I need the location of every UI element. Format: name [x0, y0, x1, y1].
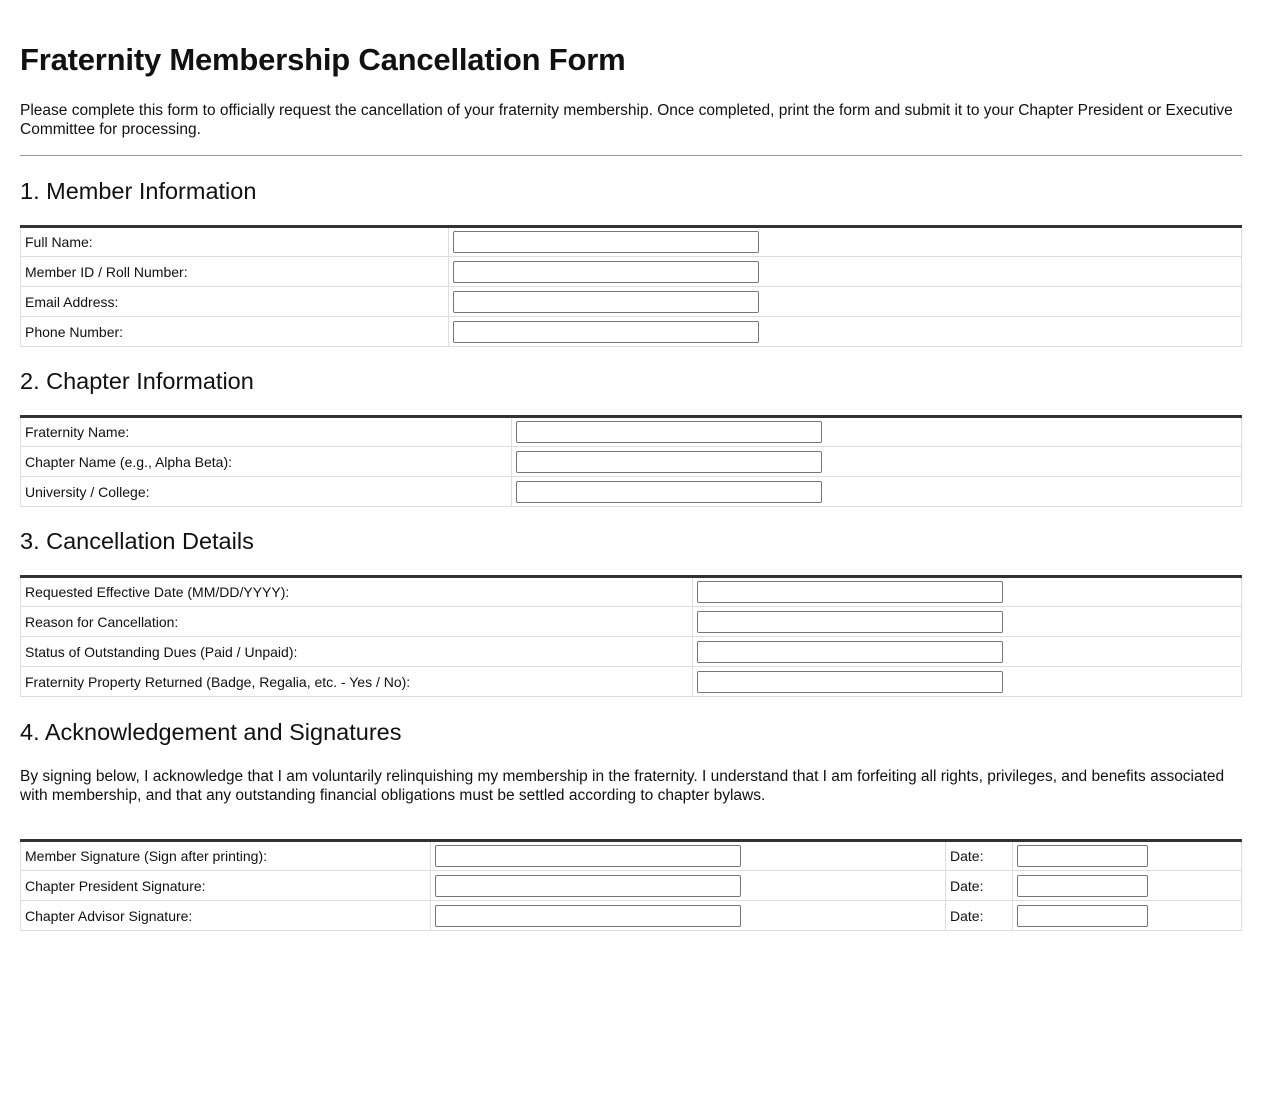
- chapter-name-input[interactable]: [516, 451, 822, 473]
- table-row: [21, 477, 1242, 507]
- president-date-label: Date:: [946, 871, 1013, 901]
- fraternity-name-label: Fraternity Name:: [21, 417, 512, 447]
- property-returned-label: Fraternity Property Returned (Badge, Regalia, etc. - Yes / No):: [21, 667, 693, 697]
- full-name-input[interactable]: [453, 231, 759, 253]
- table-row: [21, 257, 1242, 287]
- table-row: [21, 417, 1242, 447]
- advisor-signature-input[interactable]: [435, 905, 741, 927]
- advisor-signature-label: Chapter Advisor Signature:: [21, 901, 431, 931]
- cancellation-reason-input[interactable]: [697, 611, 1003, 633]
- table-row: [21, 637, 1242, 667]
- member-id-input[interactable]: [453, 261, 759, 283]
- phone-number-label: Phone Number:: [21, 317, 449, 347]
- university-college-label: University / College:: [21, 477, 512, 507]
- table-row: [21, 287, 1242, 317]
- university-college-input[interactable]: [516, 481, 822, 503]
- advisor-date-label: Date:: [946, 901, 1013, 931]
- member-signature-input[interactable]: [435, 845, 741, 867]
- effective-date-input[interactable]: [697, 581, 1003, 603]
- dues-status-input[interactable]: [697, 641, 1003, 663]
- president-signature-label: Chapter President Signature:: [21, 871, 431, 901]
- email-address-label: Email Address:: [21, 287, 449, 317]
- table-row: [21, 227, 1242, 257]
- fraternity-name-input[interactable]: [516, 421, 822, 443]
- section-heading-chapter-information: 2. Chapter Information: [20, 368, 254, 394]
- phone-number-input[interactable]: [453, 321, 759, 343]
- section-heading-member-information: 1. Member Information: [20, 178, 257, 204]
- table-row: [21, 447, 1242, 477]
- cancellation-reason-label: Reason for Cancellation:: [21, 607, 693, 637]
- page-title: Fraternity Membership Cancellation Form: [20, 42, 626, 77]
- member-information-table: [20, 225, 1242, 347]
- intro-text: Please complete this form to officially request the cancellation of your fraternity membership. Once completed, print the form and submit it to your Chapter President or Executive Committee for processing.: [20, 102, 1233, 138]
- divider: [20, 155, 1242, 156]
- dues-status-label: Status of Outstanding Dues (Paid / Unpaid):: [21, 637, 693, 667]
- cancellation-details-table: [20, 575, 1242, 697]
- member-date-input[interactable]: [1017, 845, 1148, 867]
- chapter-name-label: Chapter Name (e.g., Alpha Beta):: [21, 447, 512, 477]
- acknowledgement-text: By signing below, I acknowledge that I am voluntarily relinquishing my membership in the fraternity. I understand that I am forfeiting all rights, privileges, and benefits associated with membership, and that any outstanding financial obligations must be settled according to chapter bylaws.: [20, 768, 1225, 804]
- section-heading-cancellation-details: 3. Cancellation Details: [20, 528, 254, 554]
- advisor-date-input[interactable]: [1017, 905, 1148, 927]
- effective-date-label: Requested Effective Date (MM/DD/YYYY):: [21, 577, 693, 607]
- table-row: [21, 841, 1242, 871]
- signatures-table: [20, 839, 1242, 931]
- president-date-input[interactable]: [1017, 875, 1148, 897]
- table-row: [21, 871, 1242, 901]
- member-signature-label: Member Signature (Sign after printing):: [21, 841, 431, 871]
- email-address-input[interactable]: [453, 291, 759, 313]
- table-row: [21, 901, 1242, 931]
- table-row: [21, 607, 1242, 637]
- chapter-information-table: [20, 415, 1242, 507]
- section-heading-acknowledgement: 4. Acknowledgement and Signatures: [20, 719, 402, 745]
- full-name-label: Full Name:: [21, 227, 449, 257]
- member-date-label: Date:: [946, 841, 1013, 871]
- table-row: [21, 577, 1242, 607]
- president-signature-input[interactable]: [435, 875, 741, 897]
- property-returned-input[interactable]: [697, 671, 1003, 693]
- member-id-label: Member ID / Roll Number:: [21, 257, 449, 287]
- table-row: [21, 317, 1242, 347]
- table-row: [21, 667, 1242, 697]
